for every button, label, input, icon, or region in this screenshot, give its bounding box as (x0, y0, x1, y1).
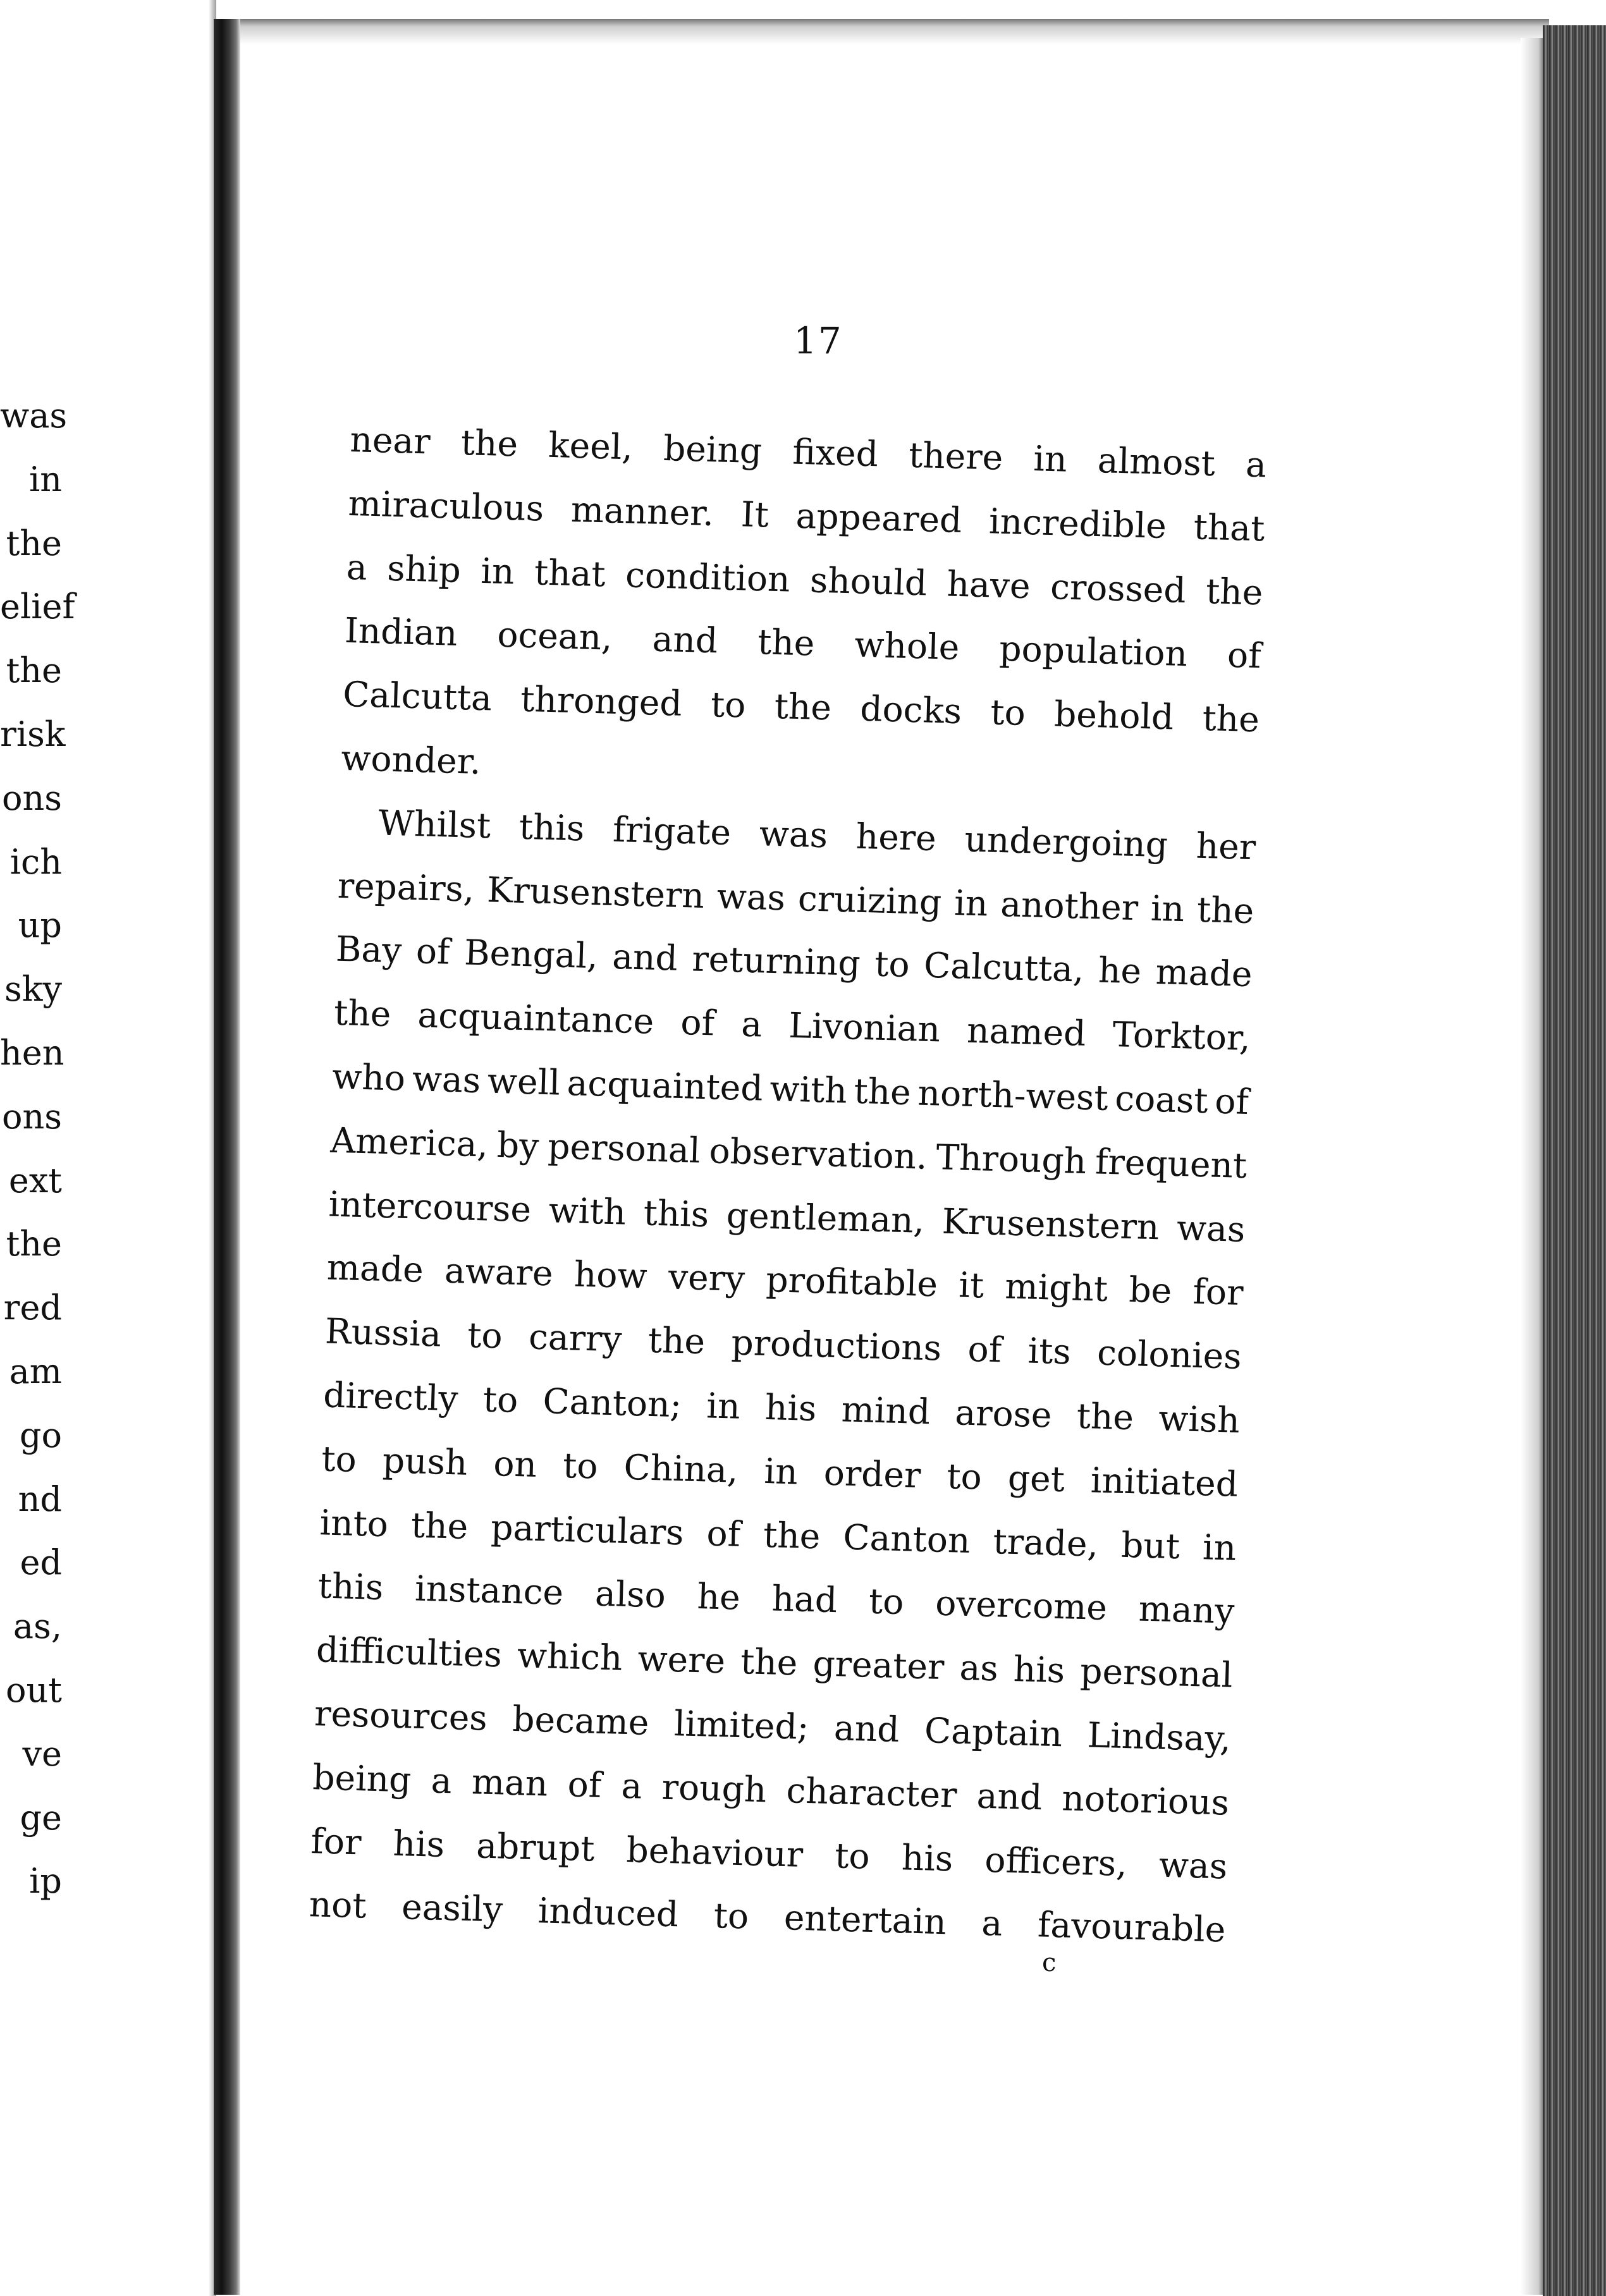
page-right-shadow (1521, 38, 1546, 2295)
text-line: Bay of Bengal, and returning to Calcutta, he made (335, 929, 1253, 995)
text-line: Whilst this frigate was here undergoing her (377, 802, 1256, 867)
previous-page-line: ons (1, 1096, 62, 1137)
text-line: Calcutta thronged to the docks to behold the (342, 674, 1260, 740)
previous-page-line: out (6, 1670, 62, 1710)
previous-page-line: the (6, 1224, 62, 1264)
page-number: 17 (794, 319, 843, 362)
previous-page-line: the (6, 523, 62, 563)
previous-page-line: hen (0, 1032, 64, 1073)
book-gutter (214, 19, 240, 2295)
text-line: into the particulars of the Canton trade, but in (319, 1501, 1237, 1568)
text-line: made aware how very profitable it might be for (326, 1247, 1244, 1314)
previous-page-line: as, (13, 1606, 62, 1647)
page-stack-edge (1543, 25, 1606, 2296)
previous-page-line: nd (18, 1479, 62, 1519)
text-line: near the keel, being fixed there in almost a (349, 418, 1267, 485)
text-line: wonder. (340, 737, 482, 782)
page-top-edge (240, 19, 1549, 44)
text-line: the acquaintance of a Livonian named Torktor, (333, 992, 1251, 1059)
text-line: Indian ocean, and the whole population of (344, 610, 1262, 676)
previous-page-line: the (6, 650, 62, 691)
previous-page-line: go (19, 1415, 62, 1455)
previous-page-line: am (9, 1351, 62, 1391)
previous-page (0, 0, 209, 2296)
signature-mark: c (1042, 1948, 1057, 1977)
body-text (308, 408, 1267, 1962)
text-line: not easily induced to entertain a favourable (308, 1884, 1227, 1950)
previous-page-line: red (3, 1288, 62, 1328)
text-line: this instance also he had to overcome many (317, 1565, 1235, 1632)
previous-page-line: up (18, 905, 62, 946)
text-line: America, by personal observation. Through frequent (329, 1120, 1247, 1186)
text-line: Russia to carry the productions of its colonies (324, 1310, 1242, 1377)
text-line: who was well acquainted with the north-west coast of (331, 1056, 1249, 1123)
previous-page-line: in (28, 459, 62, 499)
text-line: for his abrupt behaviour to his officers, was (310, 1820, 1228, 1887)
text-line: intercourse with this gentleman, Krusenstern was (328, 1183, 1246, 1250)
text-line: to push on to China, in order to get initiated (321, 1438, 1239, 1505)
previous-page-line: ge (20, 1797, 62, 1838)
previous-page-line: risk (0, 714, 66, 754)
text-line: difficulties which were the greater as his personal (316, 1629, 1234, 1695)
text-line: directly to Canton; in his mind arose the wish (322, 1374, 1241, 1441)
previous-page-line: ich (9, 841, 62, 882)
text-line: repairs, Krusenstern was cruizing in another in the (337, 865, 1255, 931)
previous-page-line: ve (22, 1733, 62, 1774)
text-line: resources became limited; and Captain Lindsay, (314, 1693, 1232, 1759)
previous-page-text (0, 384, 75, 1914)
previous-page-line: ext (8, 1160, 62, 1200)
previous-page-line: ons (1, 778, 62, 818)
previous-page-line: was (0, 396, 68, 436)
previous-page-line: ip (29, 1861, 62, 1902)
previous-page-line: elief (0, 587, 75, 627)
previous-page-line: sky (4, 969, 62, 1010)
text-line: being a man of a rough character and notorious (312, 1756, 1230, 1823)
text-line: miraculous manner. It appeared incredible that (347, 482, 1266, 549)
text-line: a ship in that condition should have crossed the (346, 546, 1264, 613)
previous-page-line: ed (20, 1542, 62, 1583)
